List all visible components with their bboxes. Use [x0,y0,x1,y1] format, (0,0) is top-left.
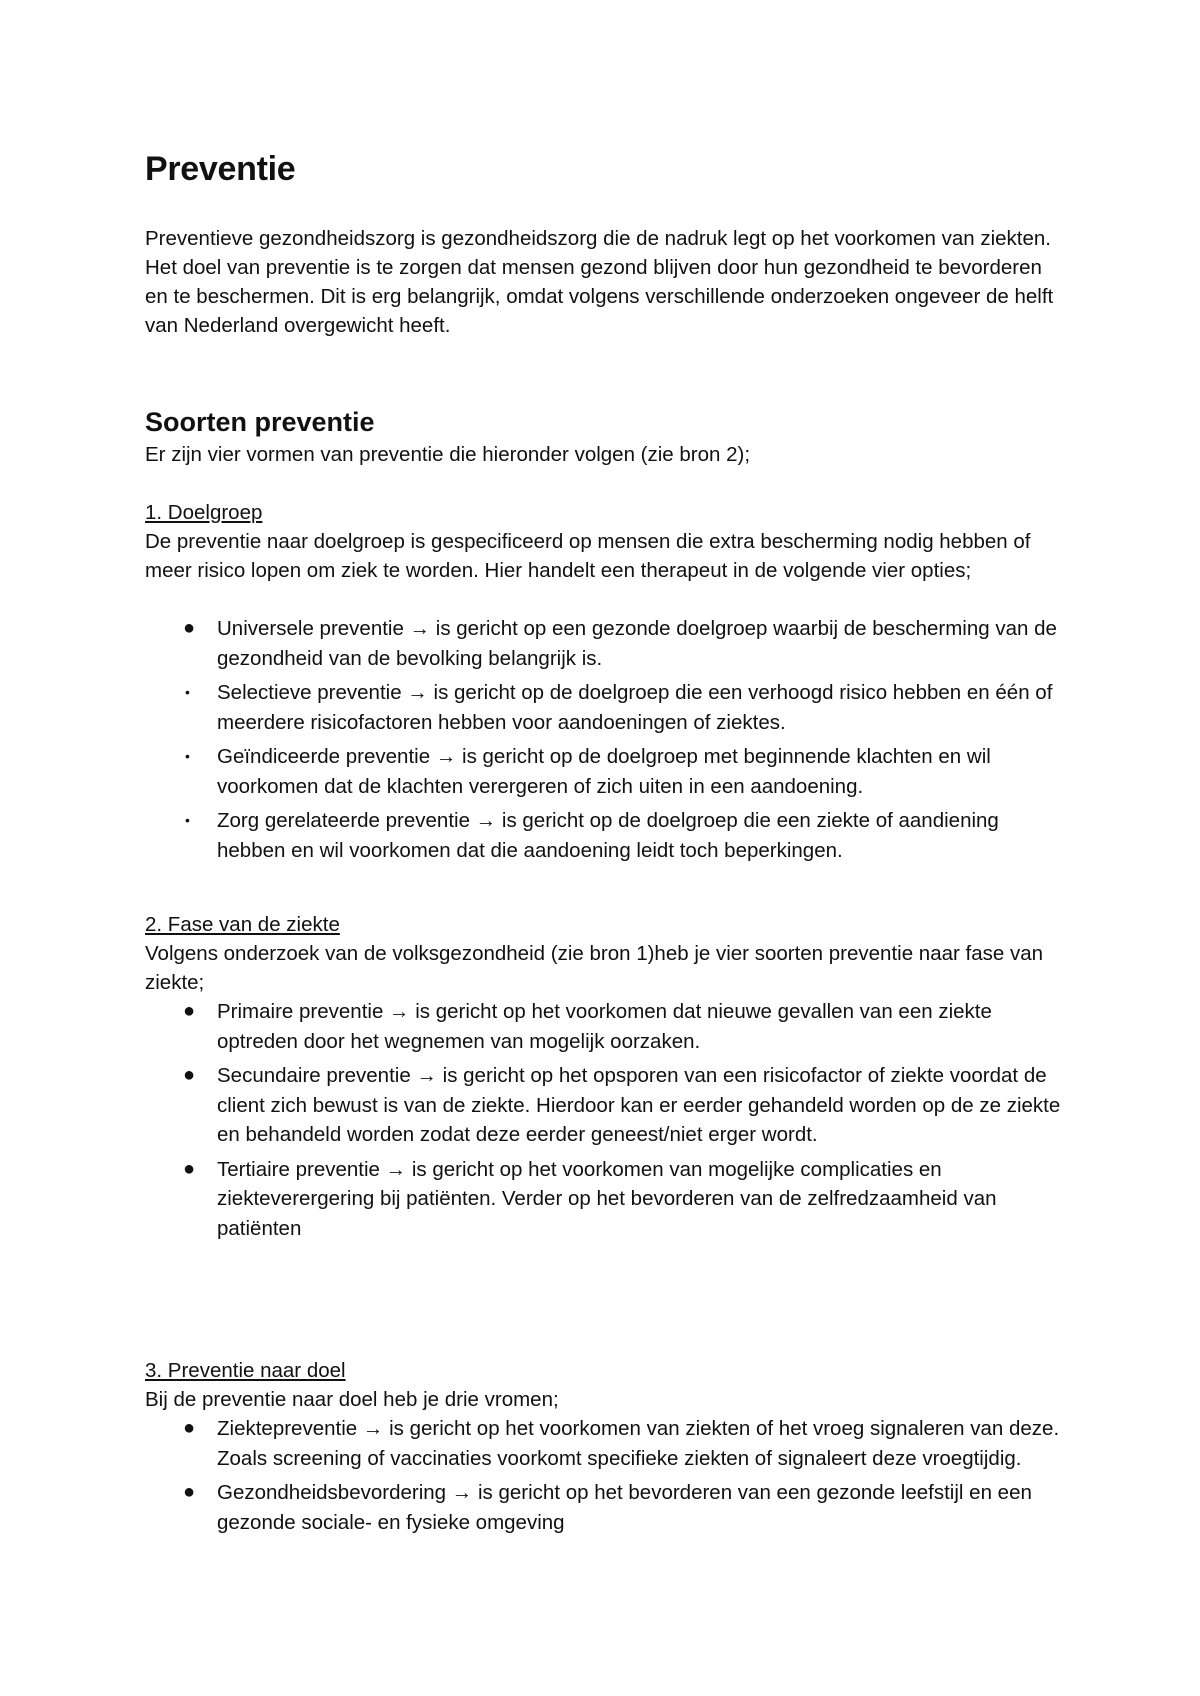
item-term: Gezondheidsbevordering [217,1481,447,1504]
subsection-intro-doelgroep: De preventie naar doelgroep is gespecificeerd op mensen die extra bescherming nodig hebben of meer risico lopen om ziek te worden. Hier handelt een therapeut in de volgende vier opties; [145,530,1031,582]
item-term: Secundaire preventie [217,1064,411,1087]
bullet-list-fase [145,997,1065,1248]
arrow-right-icon: → [409,617,431,640]
bullet-dot-icon: • [185,684,190,700]
arrow-right-icon: → [435,745,457,768]
bullet-list-doelgroep [145,614,1065,870]
bullet-dot-icon: ● [183,1157,196,1180]
item-term: Primaire preventie [217,1000,384,1023]
subsection-intro-fase: Volgens onderzoek van de volksgezondheid (zie bron 1)heb je vier soorten preventie naar fase van ziekte; [145,942,1044,994]
bullet-dot-icon: ● [183,1000,196,1022]
item-text: is gericht op het voorkomen dat nieuwe gevallen van een ziekte optreden door het wegnemen van mogelijk oorzaken. [217,1000,992,1053]
item-text: is gericht op het voorkomen van mogelijke complicaties en ziekteverergering bij patiënten. Verder op het bevorderen van de zelfredzaamheid van patiënten [217,1157,997,1240]
subsection-heading-doel: 3. Preventie naar doel [145,1359,346,1382]
list-item [145,1155,1065,1244]
bullet-dot-icon: ● [183,1417,196,1439]
item-text: is gericht op de doelgroep die een ziekte of aandiening hebben en wil voorkomen dat die aandoening leidt toch beperkingen. [217,809,999,862]
arrow-right-icon: → [451,1481,473,1504]
document-page [145,0,1065,1696]
list-item [145,614,1065,673]
item-text: is gericht op het bevorderen van een gezonde leefstijl en een gezonde sociale- en fysieke omgeving [217,1481,1032,1534]
arrow-right-icon: → [362,1417,384,1440]
list-item [145,678,1065,737]
item-text: is gericht op de doelgroep die een verhoogd risico hebben en één of meerdere risicofactoren hebben voor aandoeningen of ziektes. [217,681,1053,734]
item-term: Universele preventie [217,617,404,640]
list-item [145,1061,1065,1150]
item-text: is gericht op de doelgroep met beginnende klachten en wil voorkomen dat de klachten verergeren of zich uiten in een aandoening. [217,745,991,798]
bullet-dot-icon: • [185,748,190,764]
bullet-dot-icon: ● [183,1064,196,1086]
section-intro: Er zijn vier vormen van preventie die hieronder volgen (zie bron 2); [145,443,751,466]
intro-paragraph: Preventieve gezondheidszorg is gezondheidszorg die de nadruk legt op het voorkomen van ziekten. Het doel van preventie is te zorgen dat mensen gezond blijven door hun gezondheid te bevorderen en te beschermen. Dit is erg belangrijk, omdat volgens verschillende onderzoeken ongeveer de helft van Nederland overgewicht heeft. [145,227,1054,337]
arrow-right-icon: → [416,1064,437,1087]
bullet-dot-icon: ● [183,1481,196,1503]
item-text: is gericht op een gezonde doelgroep waarbij de bescherming van de gezondheid van de bevolking belangrijk is. [217,617,1057,670]
list-item [145,1478,1065,1537]
subsection-heading-fase: 2. Fase van de ziekte [145,913,340,936]
bullet-list-doel [145,1414,1065,1542]
bullet-dot-icon: ● [183,617,196,639]
list-item [145,997,1065,1056]
list-item [145,742,1065,801]
item-text: is gericht op het voorkomen van ziekten of het vroeg signaleren van deze. Zoals screening of vaccinaties voorkomt specifieke ziekten of signaleert deze vroegtijdig. [217,1417,1060,1470]
arrow-right-icon: → [407,681,428,704]
subsection-intro-doel: Bij de preventie naar doel heb je drie vromen; [145,1388,559,1411]
list-item [145,806,1065,865]
item-term: Ziektepreventie [217,1417,358,1440]
item-term: Zorg gerelateerde preventie [217,809,470,832]
item-text: is gericht op het opsporen van een risicofactor of ziekte voordat de client zich bewust is van de ziekte. Hierdoor kan er eerder gehandeld worden op de ze ziekte en behandeld worden zodat deze eerder geneest/niet erger wordt. [217,1064,1061,1146]
arrow-right-icon: → [475,809,497,832]
item-term: Geïndiceerde preventie [217,745,431,768]
item-term: Selectieve preventie [217,681,402,704]
page-title: Preventie [145,150,296,188]
arrow-right-icon: → [385,1157,407,1181]
list-item [145,1414,1065,1473]
arrow-right-icon: → [389,1000,410,1023]
section-heading: Soorten preventie [145,407,375,437]
subsection-heading-doelgroep: 1. Doelgroep [145,501,263,524]
item-term: Tertiaire preventie [217,1157,380,1181]
bullet-dot-icon: • [185,812,190,828]
